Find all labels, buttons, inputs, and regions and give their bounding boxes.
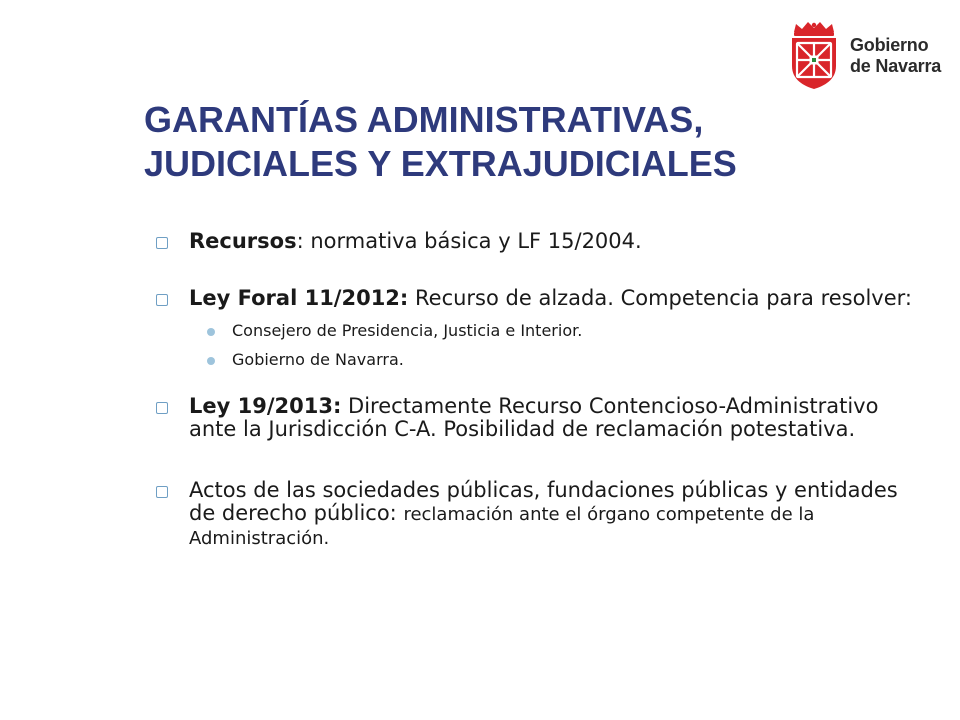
bullet-text	[189, 230, 916, 253]
title-line-2: JUDICIALES Y EXTRAJUDICIALES	[144, 143, 737, 184]
title-line-1: GARANTÍAS ADMINISTRATIVAS,	[144, 99, 704, 140]
bullet-text	[189, 479, 916, 550]
bullet-item-recursos	[156, 230, 916, 253]
sub-bullet-text: Gobierno de Navarra.	[232, 350, 404, 369]
square-bullet-icon	[156, 402, 168, 414]
bullet-bold: Ley 19/2013:	[189, 394, 342, 418]
bullet-tail: reclamación ante el órgano competente de la Administración.	[189, 504, 815, 549]
dot-bullet-icon	[207, 357, 215, 365]
logo-line-1: Gobierno	[850, 35, 929, 55]
bullet-item-ley-19-2013	[156, 395, 916, 441]
logo-line-2: de Navarra	[850, 56, 942, 76]
square-bullet-icon	[156, 294, 168, 306]
sub-bullet-item	[189, 350, 916, 370]
bullet-text	[189, 395, 916, 441]
sub-bullet-item	[189, 321, 916, 341]
slide-title	[144, 98, 924, 186]
dot-bullet-icon	[207, 328, 215, 336]
bullet-body: Directamente Recurso Contencioso-Administrativo ante la Jurisdicción C-A. Posibilidad de reclamación potestativa.	[189, 394, 879, 441]
bullet-bold: Recursos	[189, 229, 297, 253]
bullet-body: Recurso de alzada. Competencia para resolver:	[408, 286, 912, 310]
bullet-bold: Ley Foral 11/2012:	[189, 286, 409, 310]
bullet-body: : normativa básica y LF 15/2004.	[296, 229, 642, 253]
logo-text	[850, 35, 941, 77]
bullet-text	[189, 287, 916, 310]
bullet-item-actos	[156, 479, 916, 550]
bullet-body: Actos de las sociedades públicas, fundaciones públicas y entidades de derecho público:	[189, 478, 898, 525]
sub-bullet-text: Consejero de Presidencia, Justicia e Interior.	[232, 321, 583, 340]
bullet-item-ley-foral	[156, 287, 916, 370]
square-bullet-icon	[156, 237, 168, 249]
gobierno-de-navarra-logo	[788, 22, 941, 90]
square-bullet-icon	[156, 486, 168, 498]
navarra-coat-of-arms-icon	[788, 22, 840, 90]
bullet-list	[156, 230, 916, 550]
